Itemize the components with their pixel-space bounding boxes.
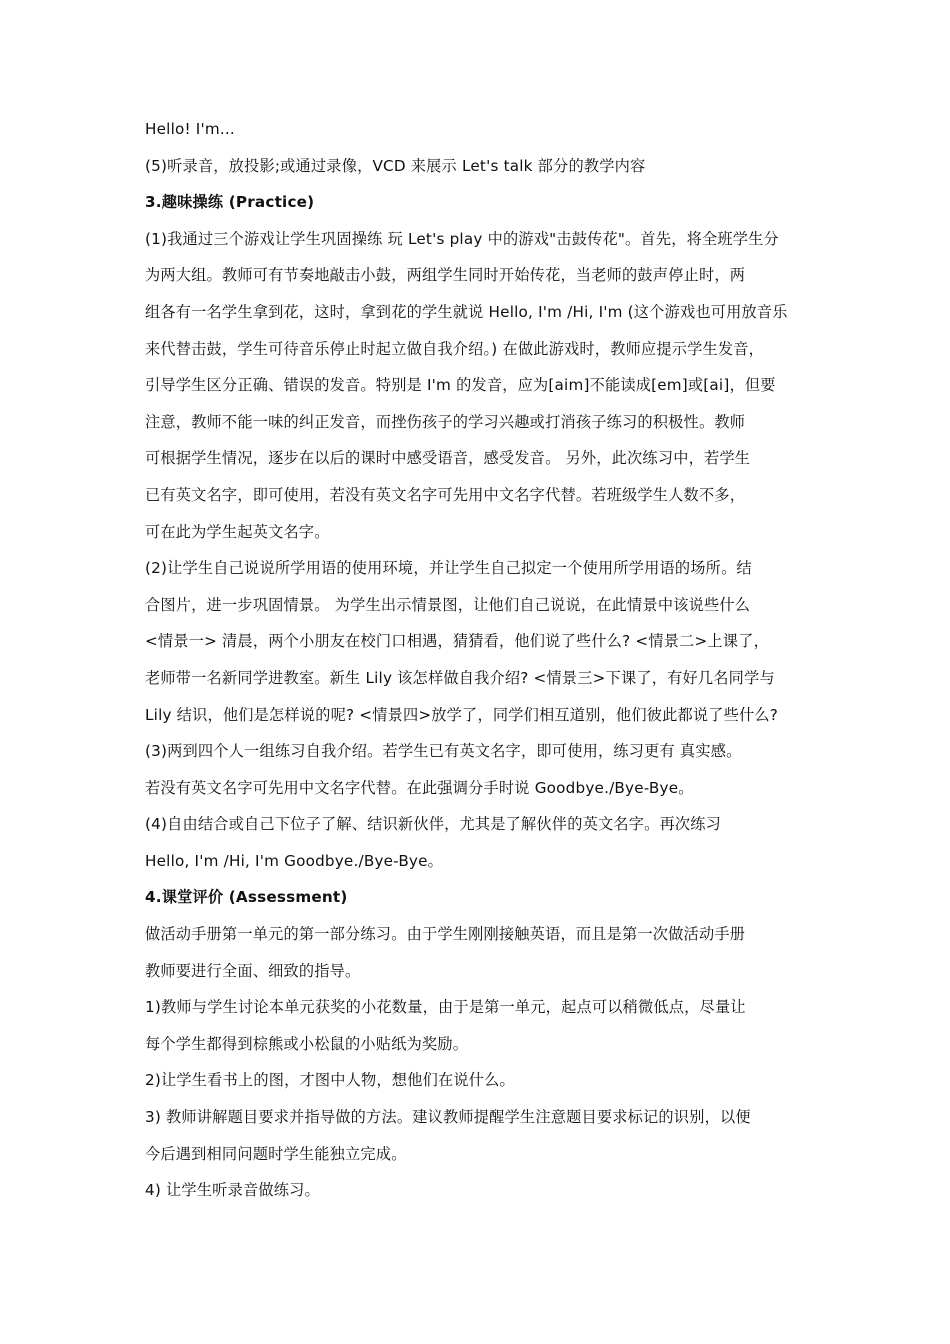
text-line: Lily 结识，他们是怎样说的呢? <情景四>放学了，同学们相互道别，他们彼此都说了些什么? [145, 705, 779, 724]
text-line: 教师要进行全面、细致的指导。 [145, 961, 361, 980]
text-line: (1)我通过三个游戏让学生巩固操练 玩 Let's play 中的游戏"击鼓传花"。首先，将全班学生分 [145, 229, 779, 248]
document-body [145, 116, 813, 1214]
text-line: 3) 教师讲解题目要求并指导做的方法。建议教师提醒学生注意题目要求标记的识别，以便 [145, 1108, 751, 1127]
text-line: (5)听录音，放投影;或通过录像，VCD 来展示 Let's talk 部分的教学内容 [145, 156, 646, 175]
text-line: (2)让学生自己说说所学用语的使用环境，并让学生自己拟定一个使用所学用语的场所。结 [145, 559, 752, 578]
text-line: 1)教师与学生讨论本单元获奖的小花数量，由于是第一单元，起点可以稍微低点，尽量让 [145, 998, 746, 1017]
text-line: Hello, I'm /Hi, I'm Goodbye./Bye-Bye。 [145, 851, 444, 870]
text-line: 老师带一名新同学进教室。新生 Lily 该怎样做自我介绍? <情景三>下课了，有好几名同学与 [145, 668, 775, 687]
section-heading-practice: 3.趣味操练 (Practice) [145, 193, 315, 212]
text-line: 若没有英文名字可先用中文名字代替。在此强调分手时说 Goodbye./Bye-Bye。 [145, 778, 694, 797]
text-line: 2)让学生看书上的图，才图中人物，想他们在说什么。 [145, 1071, 515, 1090]
text-line: <情景一> 清晨，两个小朋友在校门口相遇，猜猜看，他们说了些什么? <情景二>上课了， [145, 632, 769, 651]
text-line: 引导学生区分正确、错误的发音。特别是 I'm 的发音，应为[aim]不能读成[em]或[ai]，但要 [145, 376, 776, 395]
text-line: Hello! I'm... [145, 120, 235, 138]
text-line: (4)自由结合或自己下位子了解、结识新伙伴，尤其是了解伙伴的英文名字。再次练习 [145, 815, 722, 834]
text-line: 来代替击鼓，学生可待音乐停止时起立做自我介绍。) 在做此游戏时，教师应提示学生发音， [145, 339, 765, 358]
text-line: 合图片，进一步巩固情景。 为学生出示情景图，让他们自己说说，在此情景中该说些什么 [145, 595, 751, 614]
text-line: 每个学生都得到棕熊或小松鼠的小贴纸为奖励。 [145, 1034, 469, 1053]
text-line: 注意，教师不能一味的纠正发音，而挫伤孩子的学习兴趣或打消孩子练习的积极性。教师 [145, 412, 746, 431]
section-heading-assessment: 4.课堂评价 (Assessment) [145, 888, 348, 907]
text-line: 已有英文名字，即可使用，若没有英文名字可先用中文名字代替。若班级学生人数不多， [145, 485, 746, 504]
text-line: 今后遇到相同问题时学生能独立完成。 [145, 1144, 407, 1163]
text-line: 组各有一名学生拿到花，这时，拿到花的学生就说 Hello, I'm /Hi, I'm (这个游戏也可用放音乐 [145, 302, 788, 321]
text-line: 可根据学生情况，逐步在以后的课时中感受语音，感受发音。 另外，此次练习中，若学生 [145, 449, 751, 468]
text-line: 为两大组。教师可有节奏地敲击小鼓，两组学生同时开始传花，当老师的鼓声停止时，两 [145, 266, 746, 285]
text-line: (3)两到四个人一组练习自我介绍。若学生已有英文名字，即可使用，练习更有 真实感。 [145, 742, 742, 761]
text-line: 4) 让学生听录音做练习。 [145, 1181, 320, 1200]
text-line: 做活动手册第一单元的第一部分练习。由于学生刚刚接触英语，而且是第一次做活动手册 [145, 925, 746, 944]
text-line: 可在此为学生起英文名字。 [145, 522, 330, 541]
